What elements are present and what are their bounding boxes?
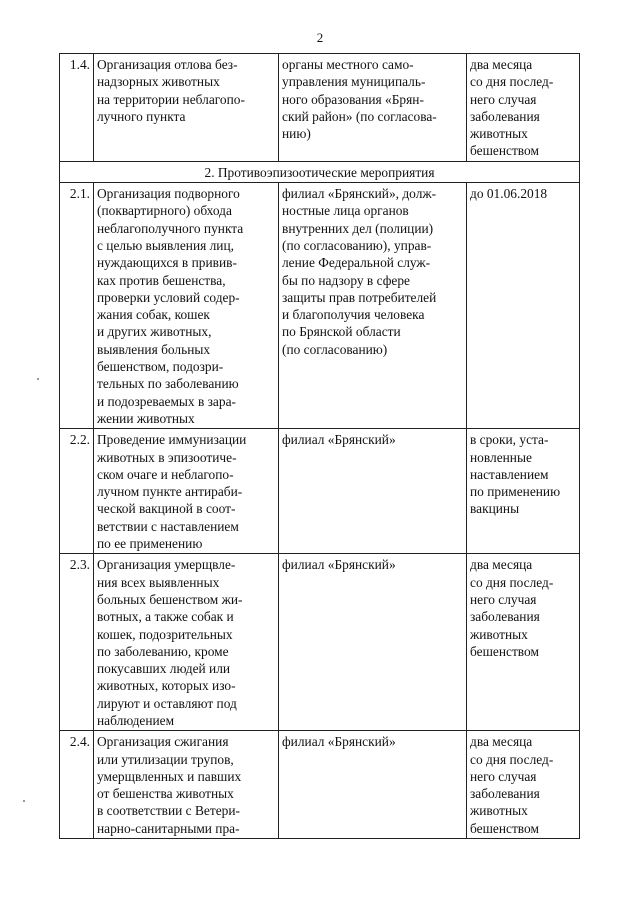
text-line: со дня послед-: [470, 574, 554, 590]
item-number: 1.4.: [60, 54, 94, 162]
text-line: нарно-санитарными пра-: [97, 820, 240, 836]
text-line: (поквартирного) обхода: [97, 203, 232, 219]
text-line: бешенством: [470, 643, 539, 659]
text-line: филиал «Брянский»: [282, 734, 396, 750]
text-line: ский район» (по согласова-: [282, 108, 437, 124]
text-line: филиал «Брянский»: [282, 557, 396, 573]
text-line: два месяца: [470, 57, 533, 72]
text-line: нуждающихся в привив-: [97, 255, 237, 271]
text-line: управления муниципаль-: [282, 74, 426, 90]
deadline-cell: [467, 429, 580, 554]
table-row: [60, 429, 580, 554]
executor-cell: [279, 731, 467, 839]
text-line: ного образования «Брян-: [282, 91, 424, 107]
table-row: [60, 54, 580, 162]
text-line: Проведение иммунизации: [97, 432, 247, 448]
text-line: со дня послед-: [470, 74, 554, 90]
text-line: ветствии с наставлением: [97, 518, 239, 534]
deadline-cell: [467, 731, 580, 839]
text-line: ках против бешенства,: [97, 272, 226, 288]
event-cell: [94, 183, 279, 429]
text-line: неблагополучного пункта: [97, 220, 244, 236]
text-line: или утилизации трупов,: [97, 751, 234, 767]
executor-cell: [279, 554, 467, 731]
event-cell: [94, 54, 279, 162]
text-line: наставлением: [470, 466, 549, 482]
text-line: лучном пункте антираби-: [97, 484, 243, 500]
deadline-cell: [467, 554, 580, 731]
text-line: органы местного само-: [282, 57, 414, 72]
text-line: него случая: [470, 91, 537, 107]
text-line: него случая: [470, 768, 537, 784]
text-line: и подозреваемых в зара-: [97, 393, 236, 409]
text-line: и благополучия человека: [282, 307, 425, 323]
text-line: животных, которых изо-: [97, 678, 236, 694]
text-line: выявления больных: [97, 341, 211, 357]
text-line: внутренних дел (полиции): [282, 220, 434, 236]
text-line: умерщвленных и павших: [97, 768, 242, 784]
text-line: жении животных: [97, 410, 195, 426]
text-line: животных в эпизоотиче-: [97, 449, 237, 465]
text-line: животных: [470, 626, 528, 642]
text-line: (по согласованию), управ-: [282, 237, 432, 253]
deadline-cell: [467, 54, 580, 162]
text-line: защиты прав потребителей: [282, 289, 437, 305]
text-line: ния всех выявленных: [97, 574, 220, 590]
text-line: животных: [470, 803, 528, 819]
text-line: и других животных,: [97, 324, 212, 340]
event-cell: [94, 554, 279, 731]
text-line: в соответствии с Ветери-: [97, 803, 240, 819]
text-line: животных: [470, 126, 528, 142]
table-row: [60, 731, 580, 839]
table-row: [60, 554, 580, 731]
text-line: ском очаге и неблагопо-: [97, 466, 234, 482]
text-line: по ее применению: [97, 536, 203, 552]
measures-table-body: [60, 54, 580, 839]
text-line: ление Федеральной служ-: [282, 255, 431, 271]
text-line: бешенством, подозри-: [97, 359, 224, 375]
text-line: бешенством: [470, 143, 539, 159]
text-line: до 01.06.2018: [470, 186, 548, 202]
text-line: Организация сжигания: [97, 734, 229, 750]
executor-cell: [279, 429, 467, 554]
text-line: кошек, подозрительных: [97, 626, 233, 642]
text-line: бешенством: [470, 820, 539, 836]
table-row: [60, 183, 580, 429]
executor-cell: [279, 54, 467, 162]
text-line: лучного пункта: [97, 108, 186, 124]
text-line: по применению: [470, 484, 561, 500]
page-number: 2: [316, 30, 324, 45]
item-number: 2.3.: [60, 554, 94, 731]
text-line: бы по надзору в сфере: [282, 272, 410, 288]
measures-table: [59, 53, 580, 839]
text-line: покусавших людей или: [97, 661, 231, 677]
text-line: жания собак, кошек: [97, 307, 210, 323]
item-number: 2.2.: [60, 429, 94, 554]
text-line: ческой вакциной в соот-: [97, 501, 236, 517]
text-line: на территории неблагопо-: [97, 91, 245, 107]
section-header-row: [60, 161, 580, 182]
text-line: два месяца: [470, 557, 533, 573]
event-cell: [94, 731, 279, 839]
text-line: филиал «Брянский»: [282, 432, 396, 448]
text-line: (по согласованию): [282, 341, 388, 357]
text-line: вакцины: [470, 501, 520, 517]
event-cell: [94, 429, 279, 554]
text-line: филиал «Брянский», долж-: [282, 186, 437, 202]
text-line: лируют и оставляют под: [97, 695, 237, 711]
deadline-cell: [467, 183, 580, 429]
executor-cell: [279, 183, 467, 429]
text-line: больных бешенством жи-: [97, 591, 243, 607]
scan-speck: [37, 378, 39, 380]
text-line: него случая: [470, 591, 537, 607]
text-line: надзорных животных: [97, 74, 220, 90]
text-line: вотных, а также собак и: [97, 609, 234, 625]
text-line: Организация подворного: [97, 186, 240, 202]
text-line: новленные: [470, 449, 532, 465]
text-line: два месяца: [470, 734, 533, 750]
scan-speck: [23, 800, 25, 802]
text-line: заболевания: [470, 609, 540, 625]
text-line: Организация умерщвле-: [97, 557, 236, 573]
text-line: проверки условий содер-: [97, 289, 240, 305]
item-number: 2.1.: [60, 183, 94, 429]
text-line: ностные лица органов: [282, 203, 409, 219]
text-line: нию): [282, 126, 311, 142]
text-line: тельных по заболеванию: [97, 376, 239, 392]
text-line: от бешенства животных: [97, 786, 234, 802]
section-title: 2. Противоэпизоотические мероприятия: [60, 161, 580, 182]
text-line: Организация отлова без-: [97, 57, 238, 72]
text-line: по заболеванию, кроме: [97, 643, 229, 659]
text-line: со дня послед-: [470, 751, 554, 767]
text-line: по Брянской области: [282, 324, 401, 340]
text-line: заболевания: [470, 108, 540, 124]
item-number: 2.4.: [60, 731, 94, 839]
text-line: наблюдением: [97, 712, 175, 728]
text-line: заболевания: [470, 786, 540, 802]
text-line: с целью выявления лиц,: [97, 237, 234, 253]
text-line: в сроки, уста-: [470, 432, 549, 448]
